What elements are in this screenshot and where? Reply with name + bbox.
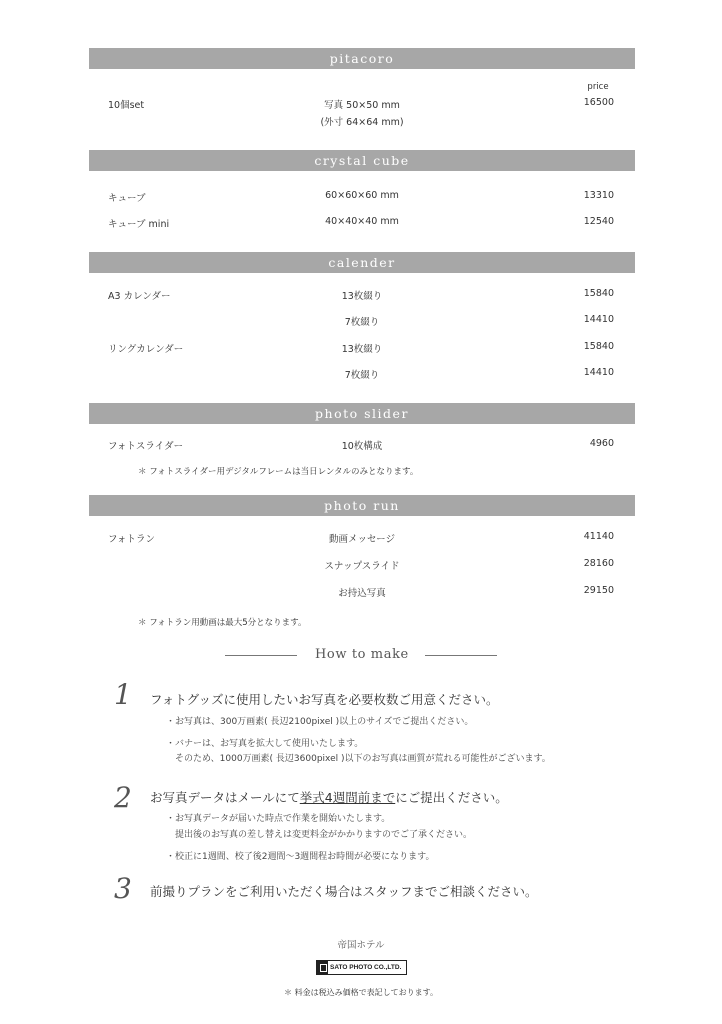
product-price: 14410 — [583, 367, 614, 378]
product-spec: 写真 50×50 mm — [324, 100, 400, 111]
product-name: キューブ mini — [108, 219, 170, 230]
product-spec: 40×40×40 mm — [325, 216, 399, 227]
product-price: 28160 — [583, 558, 614, 569]
product-name: キューブ — [108, 193, 146, 204]
product-name: A3 カレンダー — [108, 291, 171, 302]
product-price: 29150 — [583, 585, 614, 596]
section-header-photo-slider: photo slider — [89, 403, 635, 424]
section-header-crystal-cube: crystal cube — [89, 150, 635, 171]
product-spec: 7枚綴り — [344, 370, 380, 381]
section-header-calender: calender — [89, 252, 635, 273]
product-spec: 13枚綴り — [341, 344, 383, 355]
step-number: 1 — [114, 678, 132, 711]
product-spec: 13枚綴り — [341, 291, 383, 302]
product-price: 4960 — [589, 438, 614, 449]
step-note: 提出後のお写真の差し替えは変更料金がかかりますのでご了承ください。 — [166, 830, 473, 840]
product-price: 41140 — [583, 531, 614, 542]
product-spec-outer: (外寸 64×64 mm) — [320, 117, 404, 128]
footer-note: ＊ 料金は税込み価格で表記しております。 — [284, 988, 438, 997]
section-note: ＊ フォトスライダー用デジタルフレームは当日レンタルのみとなります。 — [138, 467, 419, 477]
step-note: そのため、1000万画素( 長辺3600pixel )以下のお写真は画質が荒れる可能性がございます。 — [166, 754, 551, 764]
step-note: ・お写真データが届いた時点で作業を開始いたします。 — [166, 814, 391, 824]
step-title: 前撮りプランをご利用いただく場合はスタッフまでご相談ください。 — [150, 884, 538, 899]
product-spec: 60×60×60 mm — [325, 190, 399, 201]
product-price: 13310 — [583, 190, 614, 201]
product-spec: 10枚構成 — [341, 441, 383, 452]
product-spec: スナップスライド — [324, 561, 400, 572]
step-number: 2 — [114, 781, 132, 814]
step-note: ・お写真は、300万画素( 長辺2100pixel )以上のサイズでご提出ください。 — [166, 717, 474, 727]
product-spec: 7枚綴り — [344, 317, 380, 328]
product-name: フォトスライダー — [108, 441, 184, 452]
divider-right — [425, 655, 497, 656]
price-column-header: price — [587, 82, 609, 92]
section-header-photo-run: photo run — [89, 495, 635, 516]
section-header-pitacoro: pitacoro — [89, 48, 635, 69]
product-price: 12540 — [583, 216, 614, 227]
step-note: ・校正に1週間、校了後2週間〜3週間程お時間が必要になります。 — [166, 852, 435, 862]
product-price: 14410 — [583, 314, 614, 325]
step-note: ・バナーは、お写真を拡大して使用いたします。 — [166, 739, 364, 749]
how-to-make-title: How to make — [315, 647, 409, 662]
product-name: 10個set — [108, 100, 145, 111]
product-price: 16500 — [583, 97, 614, 108]
company-logo — [316, 960, 407, 975]
product-name: フォトラン — [108, 534, 156, 545]
product-price: 15840 — [583, 288, 614, 299]
step-title: フォトグッズに使用したいお写真を必要枚数ご用意ください。 — [150, 692, 499, 707]
step-number: 3 — [114, 872, 132, 905]
divider-left — [225, 655, 297, 656]
step-title: お写真データはメールにて挙式4週間前までにご提出ください。 — [150, 790, 508, 805]
product-name: リングカレンダー — [108, 344, 184, 355]
product-price: 15840 — [583, 341, 614, 352]
product-spec: 動画メッセージ — [329, 534, 395, 545]
hotel-name: 帝国ホテル — [337, 940, 385, 951]
logo-mark-icon — [317, 961, 328, 974]
product-spec: お持込写真 — [338, 588, 386, 599]
section-note: ＊ フォトラン用動画は最大5分となります。 — [138, 618, 307, 628]
step-title-emphasis: 挙式4週間前まで — [299, 790, 396, 805]
company-name: SATO PHOTO CO.,LTD. — [330, 964, 402, 971]
